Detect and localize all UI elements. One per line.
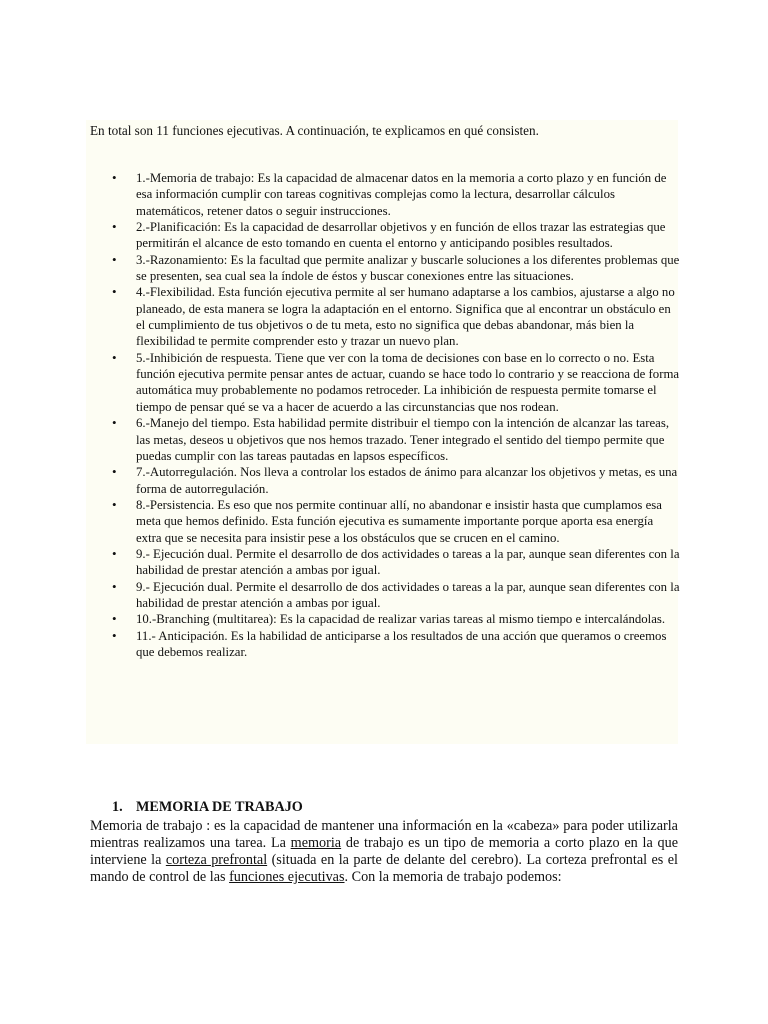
list-item: • 3.-Razonamiento: Es la facultad que permite analizar y buscarle soluciones a los diferentes problemas que se presenten, sea cual sea la índole de éstos y buscar conexiones entre las situaciones.: [90, 252, 680, 285]
section-title: MEMORIA DE TRABAJO: [136, 799, 303, 815]
section-paragraph: [90, 818, 678, 886]
list-item: • 6.-Manejo del tiempo. Esta habilidad permite distribuir el tiempo con la intención de alcanzar las tareas, las metas, deseos u objetivos que nos hemos trazado. Tener integrado el sentido del tiempo permite que puedas cumplir con las tareas pautadas en lapsos específicos.: [90, 415, 680, 464]
section-number: 1.: [112, 799, 123, 815]
executive-functions-list: [90, 170, 680, 660]
link-funciones-ejecutivas[interactable]: funciones ejecutivas: [229, 869, 345, 885]
link-memoria[interactable]: memoria: [290, 835, 342, 851]
list-item: • 9.- Ejecución dual. Permite el desarrollo de dos actividades o tareas a la par, aunque sean diferentes con la habilidad de prestar atención a ambas por igual.: [90, 546, 680, 579]
list-item: • 8.-Persistencia. Es eso que nos permite continuar allí, no abandonar e insistir hasta que cumplamos esa meta que hemos definido. Esta función ejecutiva es sumamente importante porque aporta esa energía extra que se necesita para insistir pese a los obstáculos que se crucen en el camino.: [90, 497, 680, 546]
intro-paragraph: En total son 11 funciones ejecutivas. A continuación, te explicamos en qué consisten.: [90, 123, 539, 138]
list-item: • 9.- Ejecución dual. Permite el desarrollo de dos actividades o tareas a la par, aunque sean diferentes con la habilidad de prestar atención a ambas por igual.: [90, 579, 680, 612]
list-item: • 7.-Autorregulación. Nos lleva a controlar los estados de ánimo para alcanzar los objetivos y metas, es una forma de autorregulación.: [90, 464, 680, 497]
list-item: • 1.-Memoria de trabajo: Es la capacidad de almacenar datos en la memoria a corto plazo y en función de esa información cumplir con tareas cognitivas complejas como la lectura, desarrollar cálculos matemáticos, retener datos o seguir instrucciones.: [90, 170, 680, 219]
paragraph-text: de trabajo es un tipo de memoria a corto plazo en la que interviene la: [90, 835, 678, 868]
list-item: • 11.- Anticipación. Es la habilidad de anticiparse a los resultados de una acción que queramos o creemos que debemos realizar.: [90, 628, 680, 661]
list-item: • 5.-Inhibición de respuesta. Tiene que ver con la toma de decisiones con base en lo correcto o no. Esta función ejecutiva permite pensar antes de actuar, cuando se hace todo lo contrario y se reacciona de forma automática muy probablemente no podamos retroceder. La inhibición de respuesta permite tomarse el tiempo de pensar qué se va a hacer de acuerdo a las circunstancias que nos rodean.: [90, 350, 680, 415]
list-item: • 10.-Branching (multitarea): Es la capacidad de realizar varias tareas al mismo tiempo e intercalándolas.: [90, 611, 680, 627]
paragraph-text: . Con la memoria de trabajo podemos:: [344, 869, 562, 885]
section-heading: [90, 799, 678, 816]
link-corteza-prefrontal[interactable]: corteza prefrontal: [165, 852, 268, 868]
paragraph-text: Memoria de trabajo : es la capacidad de mantener una información en la «cabeza» para poder utilizarla mientras realizamos una tarea. La: [90, 818, 678, 851]
paragraph-text: (situada en la parte de delante del cerebro). La corteza prefrontal es el mando de control de las: [90, 852, 678, 885]
list-item: • 4.-Flexibilidad. Esta función ejecutiva permite al ser humano adaptarse a los cambios, ajustarse a algo no planeado, de esta manera se logra la adaptación en el entorno. Significa que al encontrar un obstáculo en el cumplimiento de tus objetivos o de tu meta, esto no significa que debas abandonar, más bien la flexibilidad te permite comprender esto y trazar un nuevo plan.: [90, 284, 680, 349]
list-item: • 2.-Planificación: Es la capacidad de desarrollar objetivos y en función de ellos trazar las estrategias que permitirán el alcance de esto tomando en cuenta el entorno y anticipando posibles resultados.: [90, 219, 680, 252]
section-memoria-de-trabajo: [90, 799, 678, 886]
